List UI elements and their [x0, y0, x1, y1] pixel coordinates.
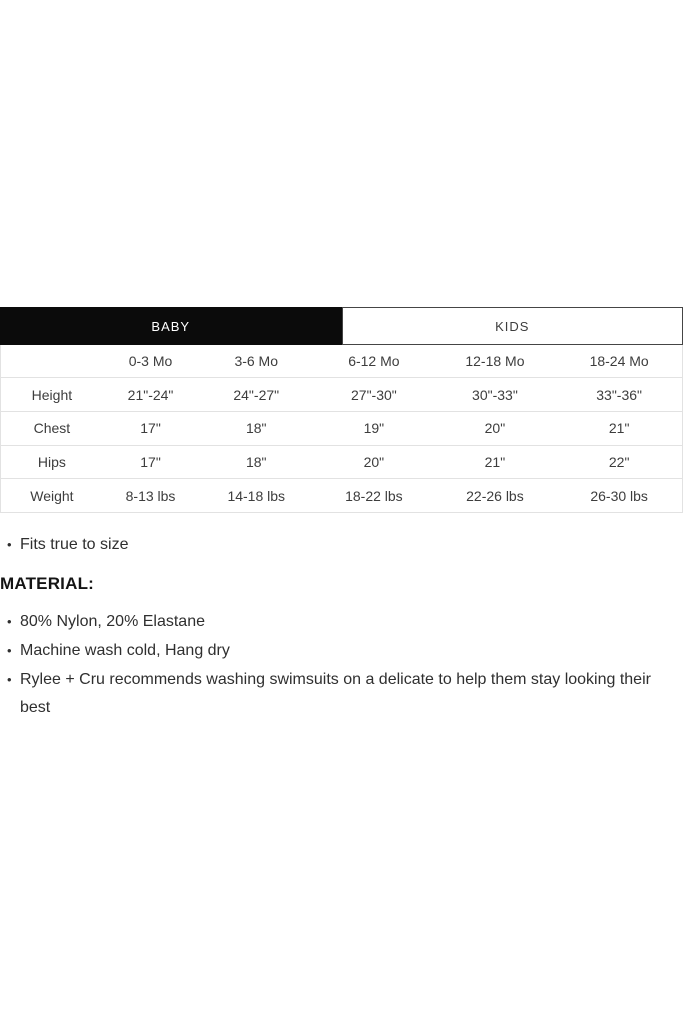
size-value: 18-22 lbs: [314, 479, 433, 513]
size-value: 21": [434, 445, 557, 479]
row-label: Hips: [1, 445, 103, 479]
size-value: 30"-33": [434, 378, 557, 412]
size-chart-content: [0, 307, 683, 723]
material-item: • Machine wash cold, Hang dry: [0, 637, 671, 665]
table-row-hips: [1, 445, 683, 479]
row-label: Weight: [1, 479, 103, 513]
table-row-chest: [1, 411, 683, 445]
size-value: 17": [103, 411, 198, 445]
product-notes: [0, 531, 683, 722]
size-group-header-row: [0, 307, 683, 345]
size-columns-row: [1, 345, 683, 378]
size-group-baby: BABY: [0, 307, 342, 345]
fit-note-item: • Fits true to size: [0, 531, 671, 559]
size-value: 22": [556, 445, 682, 479]
column-header: 12-18 Mo: [465, 353, 525, 370]
table-row-weight: [1, 479, 683, 513]
material-heading: MATERIAL:: [0, 574, 95, 593]
fit-notes-list: [0, 531, 671, 559]
column-header: 3-6 Mo: [234, 353, 279, 370]
size-columns-spacer: [1, 345, 103, 378]
size-value: 20": [314, 445, 433, 479]
size-group-kids: KIDS: [342, 307, 683, 345]
size-value: 22-26 lbs: [434, 479, 557, 513]
size-value: 27"-30": [314, 378, 433, 412]
row-label: Chest: [1, 411, 103, 445]
size-value: 18": [198, 445, 314, 479]
size-table: [0, 345, 683, 513]
column-header: 18-24 Mo: [589, 353, 649, 370]
column-header: 6-12 Mo: [348, 353, 400, 370]
size-chart-table: [0, 307, 683, 513]
table-row-height: [1, 378, 683, 412]
size-value: 21": [556, 411, 682, 445]
size-value: 33"-36": [556, 378, 682, 412]
size-value: 18": [198, 411, 314, 445]
material-item: • Rylee + Cru recommends washing swimsuits on a delicate to help them stay looking their best: [0, 666, 671, 722]
row-label: Height: [1, 378, 103, 412]
size-value: 19": [314, 411, 433, 445]
size-value: 20": [434, 411, 557, 445]
size-value: 24"-27": [198, 378, 314, 412]
material-list: [0, 608, 671, 722]
size-value: 17": [103, 445, 198, 479]
size-value: 14-18 lbs: [198, 479, 314, 513]
column-header: 0-3 Mo: [128, 353, 173, 370]
size-value: 8-13 lbs: [103, 479, 198, 513]
material-item: • 80% Nylon, 20% Elastane: [0, 608, 671, 636]
size-value: 26-30 lbs: [556, 479, 682, 513]
size-value: 21"-24": [103, 378, 198, 412]
